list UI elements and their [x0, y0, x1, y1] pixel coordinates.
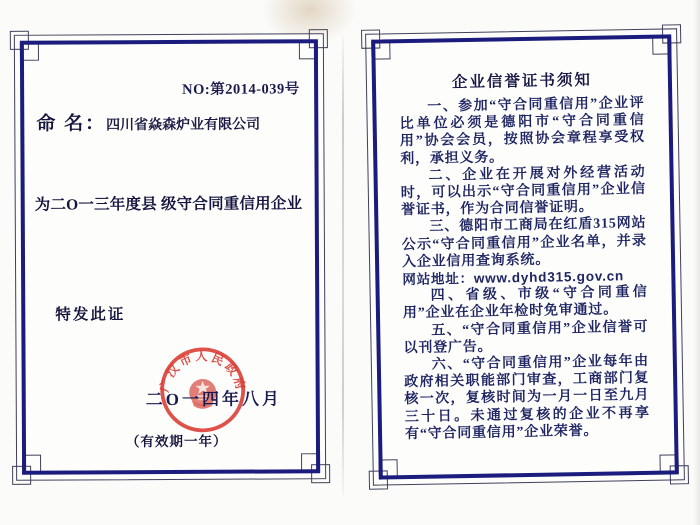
left-page-content — [14, 33, 326, 481]
validity-period: （有效期一年） — [125, 433, 228, 450]
notice-title: 企业信誉证书须知 — [451, 71, 593, 92]
notice-body — [399, 95, 650, 443]
notice-paragraph-4: 四、省级、市级“守合同重信用”企业在企业年检时免审通过。 — [402, 285, 648, 322]
right-page-content — [365, 28, 685, 485]
company-name: 四川省焱森炉业有限公司 — [106, 115, 261, 133]
award-title-line: 为二O一三年度县 级守合同重信用企业 — [34, 195, 303, 214]
awardee-name-line — [36, 108, 260, 136]
notice-paragraph-5: 五、“守合同重信用”企业信誉可以刊登广告。 — [403, 319, 649, 356]
certificate-serial-number: NO:第2014-039号 — [182, 81, 300, 98]
notice-paragraph-3: 三、德阳市工商局在红盾315网站公示“守合同重信用”企业名单，并录入企业信用查询系统。 — [401, 216, 647, 270]
certificate-right-page — [365, 28, 685, 485]
booklet-fold-crease — [342, 36, 344, 496]
certificate-left-page — [14, 33, 326, 481]
seal-arc-text: 广汉市人民政府 — [157, 349, 248, 394]
notice-paragraph-1: 一、参加“守合同重信用”企业评比单位必须是德阳市“守合同重信用”协会会员，按照协会章程享受权利，承担义务。 — [399, 95, 646, 167]
issue-date: 二O一四年八月 — [145, 389, 283, 410]
issue-statement: 特发此证 — [55, 306, 126, 324]
name-label: 命 名： — [36, 113, 107, 135]
notice-paragraph-2: 二、企业在开展对外经营活动时，可以出示“守合同重信用”企业信誉证书，作为合同信誉证明。 — [400, 164, 646, 219]
photo-edge-shadow — [693, 0, 700, 525]
notice-paragraph-6: 六、“守合同重信用”企业每年由政府相关职能部门审查，工商部门复核一次，复核时间为一月一日至九月三十日。未通过复核的企业不再享有“守合同重信用”企业荣誉。 — [404, 353, 650, 442]
notice-website-line: 网站地址：www.dyhd315.gov.cn — [402, 268, 625, 288]
